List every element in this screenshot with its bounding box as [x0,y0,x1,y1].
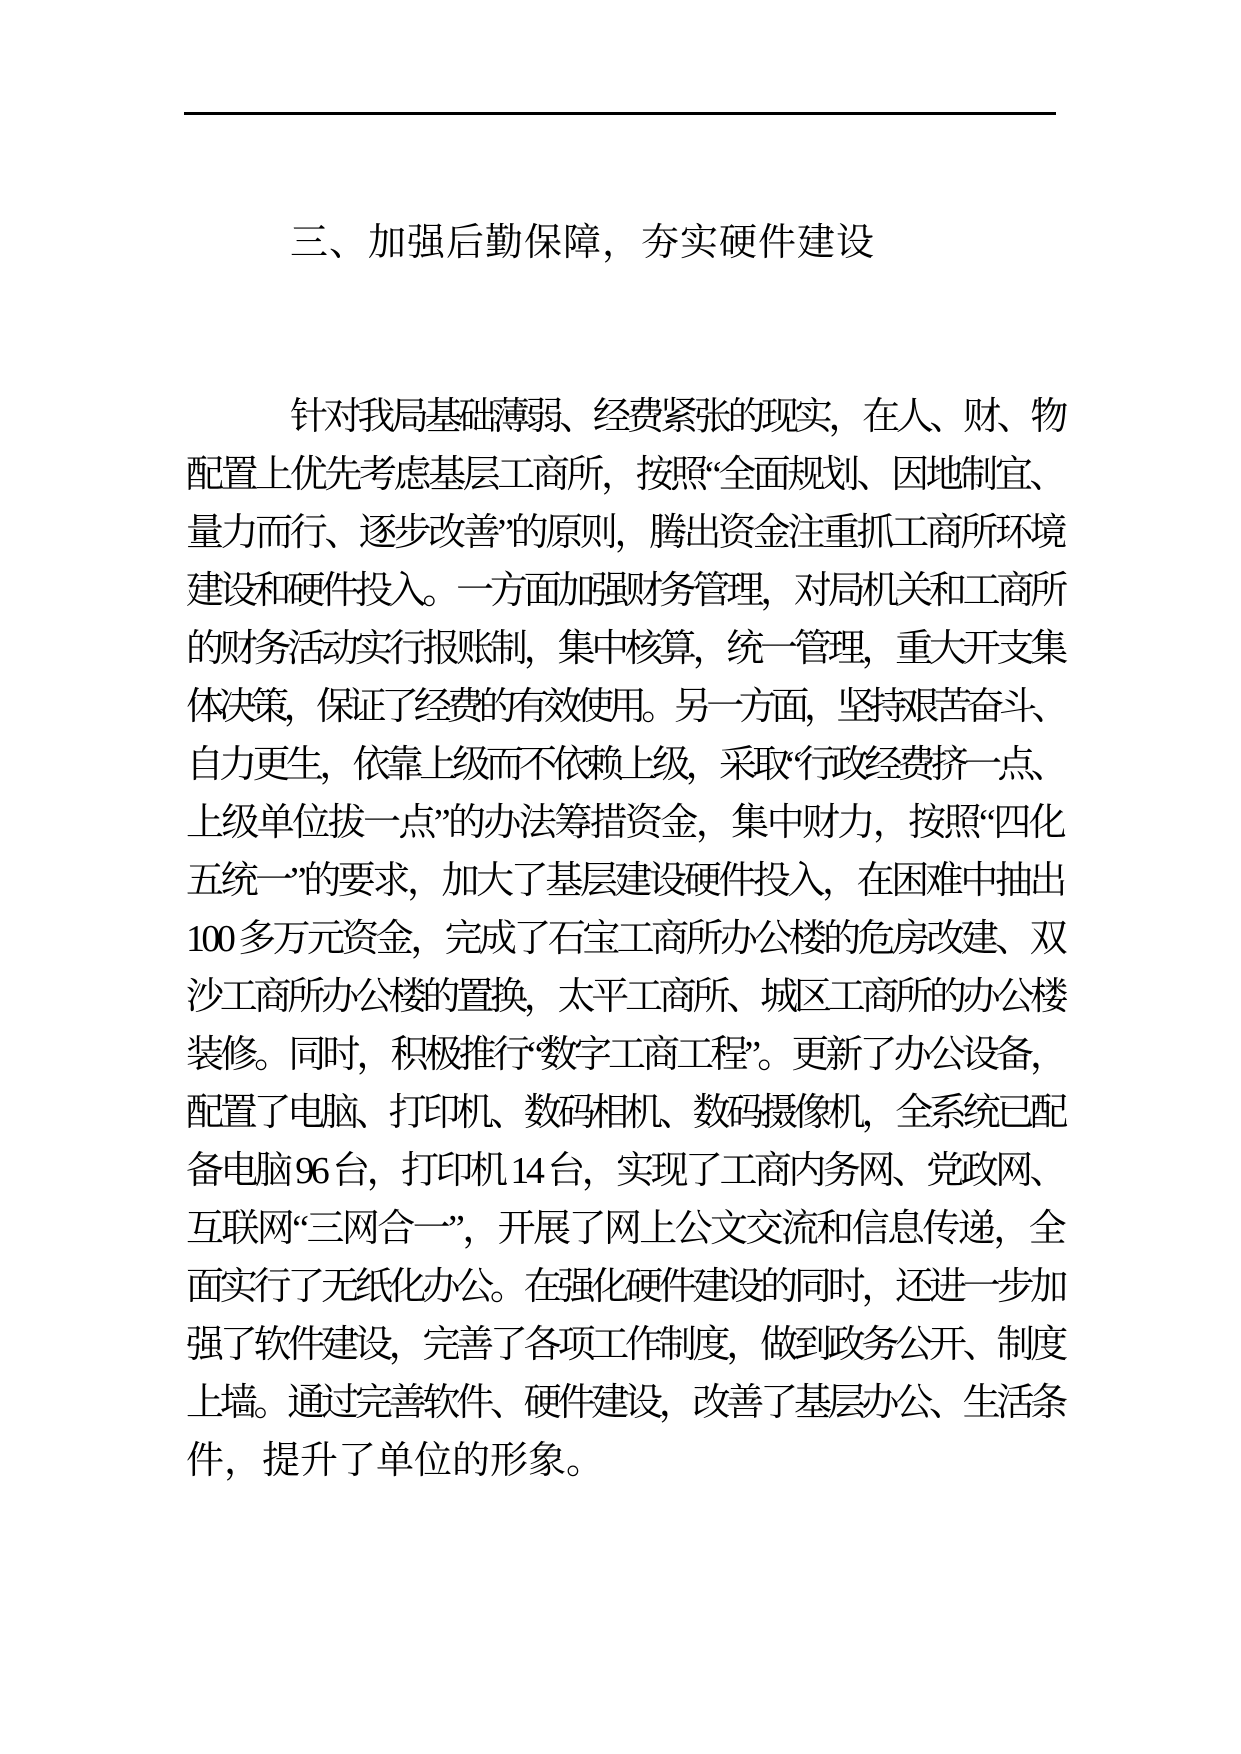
paragraph-line-9 [186,852,1064,910]
paragraph-line-6 [186,678,1064,736]
paragraph-line-text: 建设和硬件投入。一方面加强财务管理，对局机关和工商所 [186,570,1064,612]
paragraph-line-10 [186,910,1064,968]
paragraph-line-3 [186,504,1064,562]
paragraph-line-text: 互联网“三网合一”，开展了网上公文交流和信息传递，全 [186,1208,1064,1250]
paragraph-line-19 [186,1432,1064,1490]
paragraph-line-text: 体决策，保证了经费的有效使用。另一方面，坚持艰苦奋斗、 [186,686,1064,728]
paragraph-line-12 [186,1026,1064,1084]
paragraph-line-text: 面实行了无纸化办公。在强化硬件建设的同时，还进一步加 [186,1266,1064,1308]
paragraph-line-text: 强了软件建设，完善了各项工作制度，做到政务公开、制度 [186,1324,1064,1366]
paragraph-line-text: 100 多万元资金，完成了石宝工商所办公楼的危房改建、双 [186,918,1064,960]
paragraph-line-text: 上级单位拔一点”的办法筹措资金，集中财力，按照“四化 [186,802,1064,844]
paragraph-line-11 [186,968,1064,1026]
paragraph-line-18 [186,1374,1064,1432]
header-rule [184,112,1056,115]
paragraph-line-text: 沙工商所办公楼的置换，太平工商所、城区工商所的办公楼 [186,976,1064,1018]
paragraph-line-16 [186,1258,1064,1316]
body-paragraph [186,388,1064,1490]
section-heading: 三、加强后勤保障，夯实硬件建设 [290,222,876,264]
paragraph-line-text: 装修。同时，积极推行“数字工商工程”。更新了办公设备， [186,1034,1064,1076]
paragraph-line-text: 备电脑 96 台，打印机 14 台，实现了工商内务网、党政网、 [186,1150,1064,1192]
paragraph-line-17 [186,1316,1064,1374]
paragraph-line-5 [186,620,1064,678]
paragraph-line-13 [186,1084,1064,1142]
paragraph-line-4 [186,562,1064,620]
paragraph-line-14 [186,1142,1064,1200]
paragraph-line-text: 配置上优先考虑基层工商所，按照“全面规划、因地制宜、 [186,454,1064,496]
paragraph-line-text: 量力而行、逐步改善”的原则，腾出资金注重抓工商所环境 [186,512,1064,554]
paragraph-line-text: 针对我局基础薄弱、经费紧张的现实，在人、财、物 [290,396,1064,438]
paragraph-line-1 [186,388,1064,446]
paragraph-line-8 [186,794,1064,852]
paragraph-line-2 [186,446,1064,504]
paragraph-line-text: 配置了电脑、打印机、数码相机、数码摄像机，全系统已配 [186,1092,1064,1134]
paragraph-line-text: 五统一”的要求，加大了基层建设硬件投入，在困难中抽出 [186,860,1064,902]
paragraph-line-text: 自力更生，依靠上级而不依赖上级，采取“行政经费挤一点、 [186,744,1064,786]
paragraph-line-7 [186,736,1064,794]
paragraph-line-text: 上墙。通过完善软件、硬件建设，改善了基层办公、生活条 [186,1382,1064,1424]
paragraph-line-text: 的财务活动实行报账制，集中核算，统一管理，重大开支集 [186,628,1064,670]
paragraph-line-15 [186,1200,1064,1258]
paragraph-line-text: 件，提升了单位的形象。 [186,1440,605,1482]
